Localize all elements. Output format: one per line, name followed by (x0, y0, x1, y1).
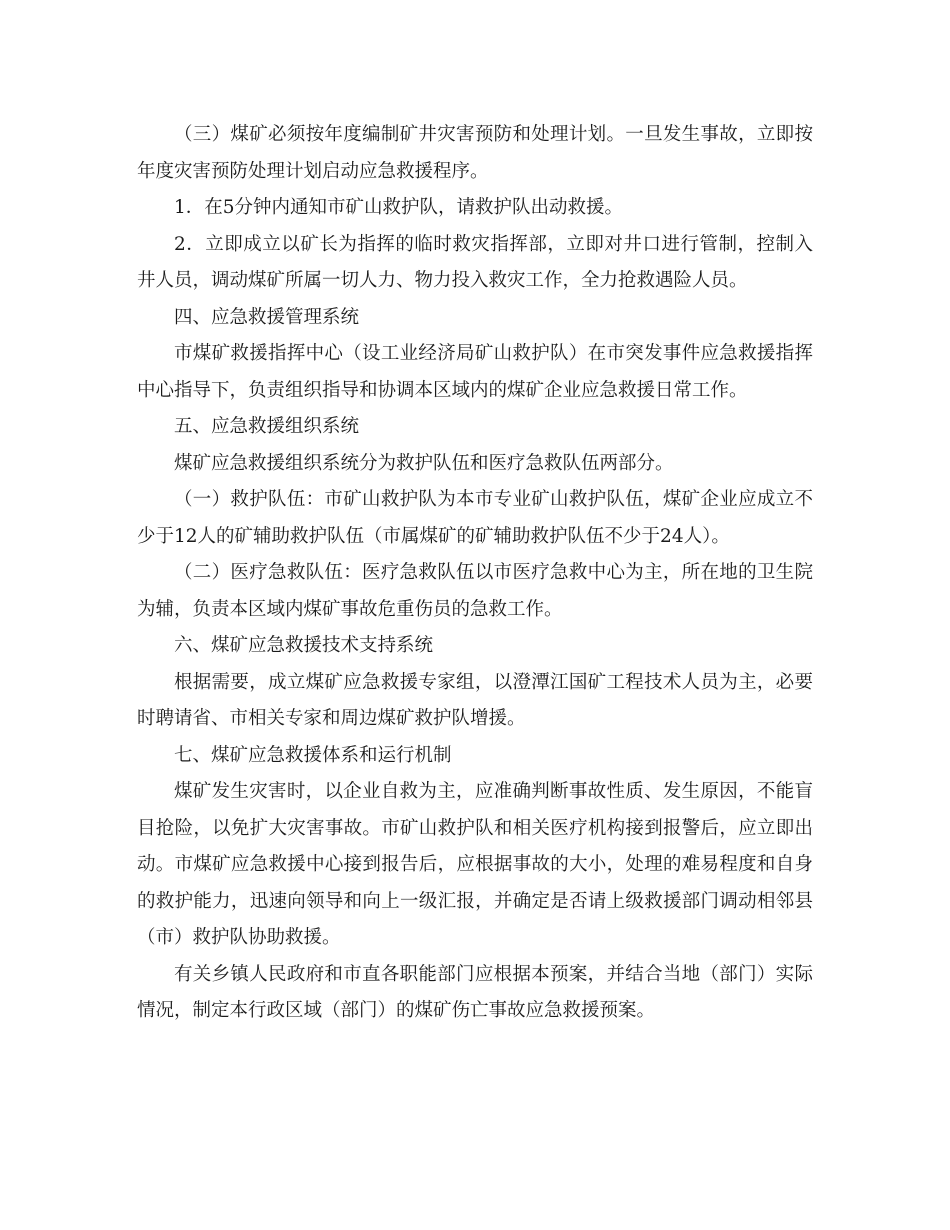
section-heading-operation-mechanism: 七、煤矿应急救援体系和运行机制 (174, 744, 452, 766)
section-heading-technical-support: 六、煤矿应急救援技术支持系统 (174, 635, 434, 656)
paragraph-step-1: 1．在5分钟内通知市矿山救护队，请救护队出动救援。 (174, 197, 624, 218)
paragraph-organization: 煤矿应急救援组织系统分为救护队伍和医疗急救队伍两部分。 (174, 452, 674, 474)
paragraph-technical-support: 根据需要，成立煤矿应急救援专家组，以澄潭江国矿工程技术人员为主，必要时聘请省、市相关专家和周边煤矿救护队增援。 (137, 671, 813, 729)
paragraph-operation-mechanism: 煤矿发生灾害时，以企业自救为主，应准确判断事故性质、发生原因，不能盲目抢险，以免扩大灾害事故。市矿山救护队和相关医疗机构接到报警后，应立即出动。市煤矿应急救援中心接到报告后，应根据事故的大小，处理的难易程度和自身的救护能力，迅速向领导和向上一级汇报，并确定是否请上级救援部门调动相邻县（市）救护队协助救援。 (137, 781, 813, 948)
section-heading-management: 四、应急救援管理系统 (174, 306, 360, 328)
section-heading-organization: 五、应急救援组织系统 (174, 416, 360, 437)
paragraph-management: 市煤矿救援指挥中心（设工业经济局矿山救护队）在市突发事件应急救援指挥中心指导下，负责组织指导和协调本区域内的煤矿企业应急救援日常工作。 (137, 343, 813, 401)
paragraph-disaster-plan: （三）煤矿必须按年度编制矿井灾害预防和处理计划。一旦发生事故，立即按年度灾害预防处理计划启动应急救援程序。 (137, 124, 813, 182)
paragraph-medical-team: （二）医疗急救队伍：医疗急救队伍以市医疗急救中心为主，所在地的卫生院为辅，负责本区域内煤矿事故危重伤员的急救工作。 (137, 562, 813, 620)
paragraph-step-2: 2．立即成立以矿长为指挥的临时救灾指挥部，立即对井口进行管制，控制入井人员，调动煤矿所属一切人力、物力投入救灾工作，全力抢救遇险人员。 (137, 233, 813, 291)
paragraph-local-plans: 有关乡镇人民政府和市直各职能部门应根据本预案，并结合当地（部门）实际情况，制定本行政区域（部门）的煤矿伤亡事故应急救援预案。 (137, 963, 813, 1021)
document-body (137, 117, 813, 1030)
paragraph-rescue-team: （一）救护队伍：市矿山救护队为本市专业矿山救护队伍，煤矿企业应成立不少于12人的矿辅助救护队伍（市属煤矿的矿辅助救护队伍不少于24人）。 (137, 489, 813, 547)
